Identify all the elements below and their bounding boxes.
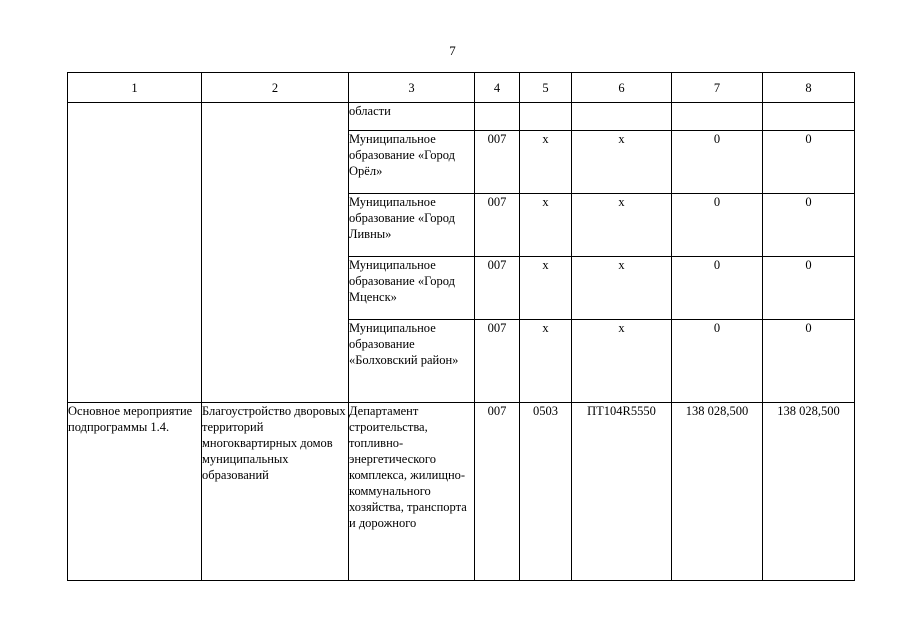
amount-cell: 0	[672, 257, 763, 320]
target-cell	[572, 103, 672, 131]
header-cell-8: 8	[763, 73, 855, 103]
code-cell: 007	[475, 131, 520, 194]
amount-cell: 0	[672, 131, 763, 194]
target-cell: х	[572, 194, 672, 257]
amount-cell: 0	[672, 194, 763, 257]
table-row	[68, 403, 855, 581]
amount-cell	[763, 103, 855, 131]
page-number: 7	[449, 43, 456, 58]
section-cell: х	[520, 320, 572, 403]
activity-cell: Основное мероприятие подпрограммы 1.4.	[68, 403, 202, 581]
code-cell: 007	[475, 403, 520, 581]
header-cell-3: 3	[349, 73, 475, 103]
code-cell: 007	[475, 257, 520, 320]
header-cell-4: 4	[475, 73, 520, 103]
code-cell: 007	[475, 194, 520, 257]
header-cell-2: 2	[202, 73, 349, 103]
section-cell	[520, 103, 572, 131]
target-cell: х	[572, 131, 672, 194]
section-cell: х	[520, 131, 572, 194]
executor-cell: Муниципальное образование «Город Ливны»	[349, 194, 475, 257]
budget-table	[67, 72, 855, 581]
target-cell: х	[572, 320, 672, 403]
section-cell: х	[520, 194, 572, 257]
code-cell	[475, 103, 520, 131]
amount-cell: 0	[763, 194, 855, 257]
target-cell: ПТ104R5550	[572, 403, 672, 581]
executor-cell: Муниципальное образование «Город Мценск»	[349, 257, 475, 320]
target-cell: х	[572, 257, 672, 320]
header-cell-6: 6	[572, 73, 672, 103]
code-cell: 007	[475, 320, 520, 403]
executor-cell: Муниципальное образование «Город Орёл»	[349, 131, 475, 194]
executor-cell: Департамент строительства, топливно-энергетического комплекса, жилищно-коммунального хозяйства, транспорта и дорожного	[349, 403, 475, 581]
header-row	[68, 73, 855, 103]
amount-cell: 0	[763, 320, 855, 403]
amount-cell: 0	[763, 257, 855, 320]
amount-cell	[672, 103, 763, 131]
amount-cell: 138 028,500	[672, 403, 763, 581]
executor-cell: области	[349, 103, 475, 131]
executor-cell: Муниципальное образование «Болховский район»	[349, 320, 475, 403]
header-cell-1: 1	[68, 73, 202, 103]
section-cell: 0503	[520, 403, 572, 581]
amount-cell: 0	[763, 131, 855, 194]
amount-cell: 0	[672, 320, 763, 403]
merged-cell-col1	[68, 103, 202, 403]
table-row	[68, 103, 855, 131]
header-cell-7: 7	[672, 73, 763, 103]
header-cell-5: 5	[520, 73, 572, 103]
merged-cell-col2	[202, 103, 349, 403]
amount-cell: 138 028,500	[763, 403, 855, 581]
section-cell: х	[520, 257, 572, 320]
description-cell: Благоустройство дворовых территорий многоквартирных домов муниципальных образований	[202, 403, 349, 581]
